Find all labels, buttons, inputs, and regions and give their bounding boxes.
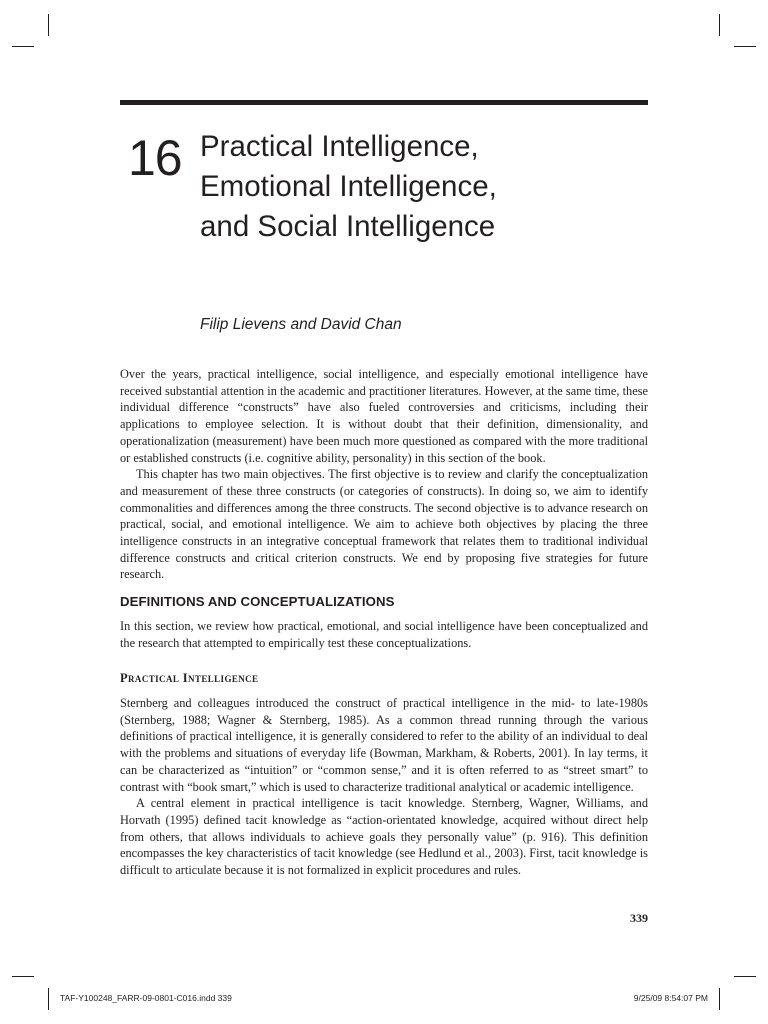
crop-mark (48, 14, 49, 36)
section-paragraph: In this section, we review how practical, emotional, and social intelligence have been conceptualized and the research that attempted to empirically test these conceptualizations. (120, 619, 648, 650)
chapter-authors: Filip Lievens and David Chan (200, 316, 402, 333)
crop-mark (719, 14, 720, 36)
chapter-title-line: Emotional Intelligence, (200, 170, 497, 203)
crop-mark (48, 988, 49, 1010)
subsection-paragraph: A central element in practical intelligence is tacit knowledge. Sternberg, Wagner, Williams, and Horvath (1995) defined tacit knowledge as “action-orientated knowledge, acquired without direct help from others, that allows individuals to achieve goals they personally value” (p. 916). This definition encompasses the key characteristics of tacit knowledge (see Hedlund et al., 2003). First, tacit knowledge is difficult to articulate because it is not formalized in explicit procedures and rules. (120, 796, 648, 878)
chapter-top-rule (120, 100, 648, 105)
crop-mark (734, 976, 756, 977)
page-number: 339 (630, 911, 648, 925)
crop-mark (12, 46, 34, 47)
chapter-title-line: Practical Intelligence, (200, 130, 479, 163)
section-text (120, 618, 648, 651)
intro-text (120, 366, 648, 583)
print-slug-timestamp: 9/25/09 8:54:07 PM (633, 993, 708, 1003)
subsection-text (120, 695, 648, 879)
intro-paragraph: This chapter has two main objectives. The first objective is to review and clarify the conceptualization and measurement of these three constructs (or categories of constructs). In doing so, we aim to identify commonalities and differences among the three constructs. The second objective is to advance research on practical, social, and emotional intelligence. We aim to achieve both objectives by placing the three intelligence constructs in an integrative conceptual framework that relates them to traditional individual difference constructs and critical criterion constructs. We end by proposing five strategies for future research. (120, 467, 648, 582)
crop-mark (12, 976, 34, 977)
chapter-number: 16 (128, 130, 182, 186)
chapter-title (200, 127, 620, 247)
crop-mark (734, 46, 756, 47)
subsection-heading: Practical Intelligence (120, 671, 259, 685)
crop-mark (719, 988, 720, 1010)
intro-paragraph: Over the years, practical intelligence, social intelligence, and especially emotional intelligence have received substantial attention in the academic and practitioner literatures. However, at the same time, these individual difference “constructs” have also fueled controversies and criticisms, including their applications to employee selection. It is without doubt that their definition, dimensionality, and operationalization (measurement) have been much more questioned as compared with the more traditional or established constructs (i.e. cognitive ability, personality) in this section of the book. (120, 367, 648, 465)
section-heading: DEFINITIONS AND CONCEPTUALIZATIONS (120, 594, 395, 609)
subsection-paragraph: Sternberg and colleagues introduced the construct of practical intelligence in the mid- to late-1980s (Sternberg, 1988; Wagner & Sternberg, 1985). As a common thread running through the various definitions of practical intelligence, it is generally considered to refer to the ability of an individual to deal with the problems and situations of everyday life (Bowman, Markham, & Roberts, 2001). In lay terms, it can be characterized as “intuition” or “common sense,” and it is often referred to as “street smart” to contrast with “book smart,” which is used to characterize traditional analytical or academic intelligence. (120, 696, 648, 794)
print-slug-file: TAF-Y100248_FARR-09-0801-C016.indd 339 (60, 993, 232, 1003)
chapter-title-line: and Social Intelligence (200, 210, 496, 243)
